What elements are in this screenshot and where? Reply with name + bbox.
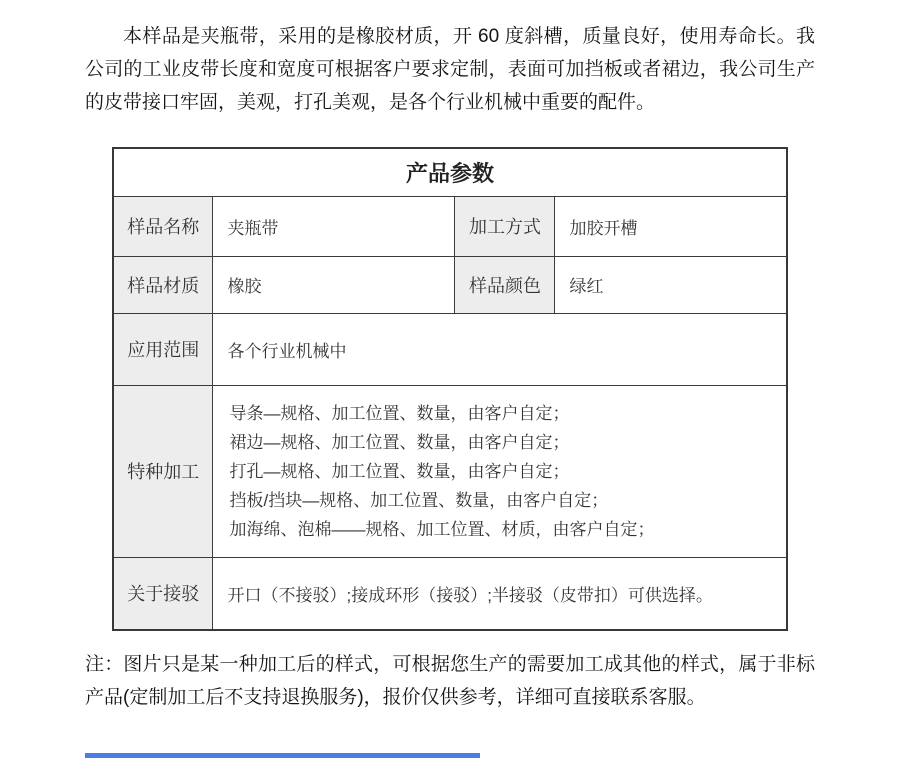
param-value-application-range: 各个行业机械中 <box>213 313 787 385</box>
table-row <box>113 256 787 313</box>
param-label-processing-method: 加工方式 <box>455 196 555 256</box>
param-value-processing-method: 加胶开槽 <box>555 196 787 256</box>
table-row <box>113 313 787 385</box>
product-parameters-table <box>112 147 788 631</box>
param-label-joint-method: 关于接驳 <box>113 557 213 630</box>
table-row <box>113 557 787 630</box>
bottom-accent-bar <box>85 753 480 758</box>
table-title-row <box>113 148 787 196</box>
product-detail-content <box>85 0 815 714</box>
param-value-sample-color: 绿红 <box>555 256 787 313</box>
param-label-special-processing: 特种加工 <box>113 385 213 557</box>
special-processing-line: 裙边—规格、加工位置、数量，由客户自定； <box>229 432 570 452</box>
intro-paragraph: 本样品是夹瓶带，采用的是橡胶材质，开 60 度斜槽，质量良好，使用寿命长。我公司的工业皮带长度和宽度可根据客户要求定制，表面可加挡板或者裙边，我公司生产的皮带接口牢固，美观，打孔美观，是各个行业机械中重要的配件。 <box>85 26 815 113</box>
special-processing-line: 打孔—规格、加工位置、数量，由客户自定； <box>229 461 570 481</box>
param-value-sample-material: 橡胶 <box>213 256 455 313</box>
param-label-sample-name: 样品名称 <box>113 196 213 256</box>
param-label-sample-material: 样品材质 <box>113 256 213 313</box>
param-label-application-range: 应用范围 <box>113 313 213 385</box>
special-processing-line: 加海绵、泡棉——规格、加工位置、材质，由客户自定； <box>229 519 655 539</box>
param-value-sample-name: 夹瓶带 <box>213 196 455 256</box>
note-paragraph: 注：图片只是某一种加工后的样式，可根据您生产的需要加工成其他的样式，属于非标产品(定制加工后不支持退换服务)，报价仅供参考，详细可直接联系客服。 <box>85 654 815 708</box>
table-title: 产品参数 <box>113 148 787 196</box>
special-processing-line: 挡板/挡块—规格、加工位置、数量，由客户自定； <box>229 490 609 510</box>
param-value-joint-method: 开口（不接驳）;接成环形（接驳）;半接驳（皮带扣）可供选择。 <box>213 557 787 630</box>
param-label-sample-color: 样品颜色 <box>455 256 555 313</box>
table-row <box>113 385 787 557</box>
special-processing-line: 导条—规格、加工位置、数量，由客户自定； <box>229 403 570 423</box>
table-row <box>113 196 787 256</box>
param-value-special-processing <box>213 385 787 557</box>
